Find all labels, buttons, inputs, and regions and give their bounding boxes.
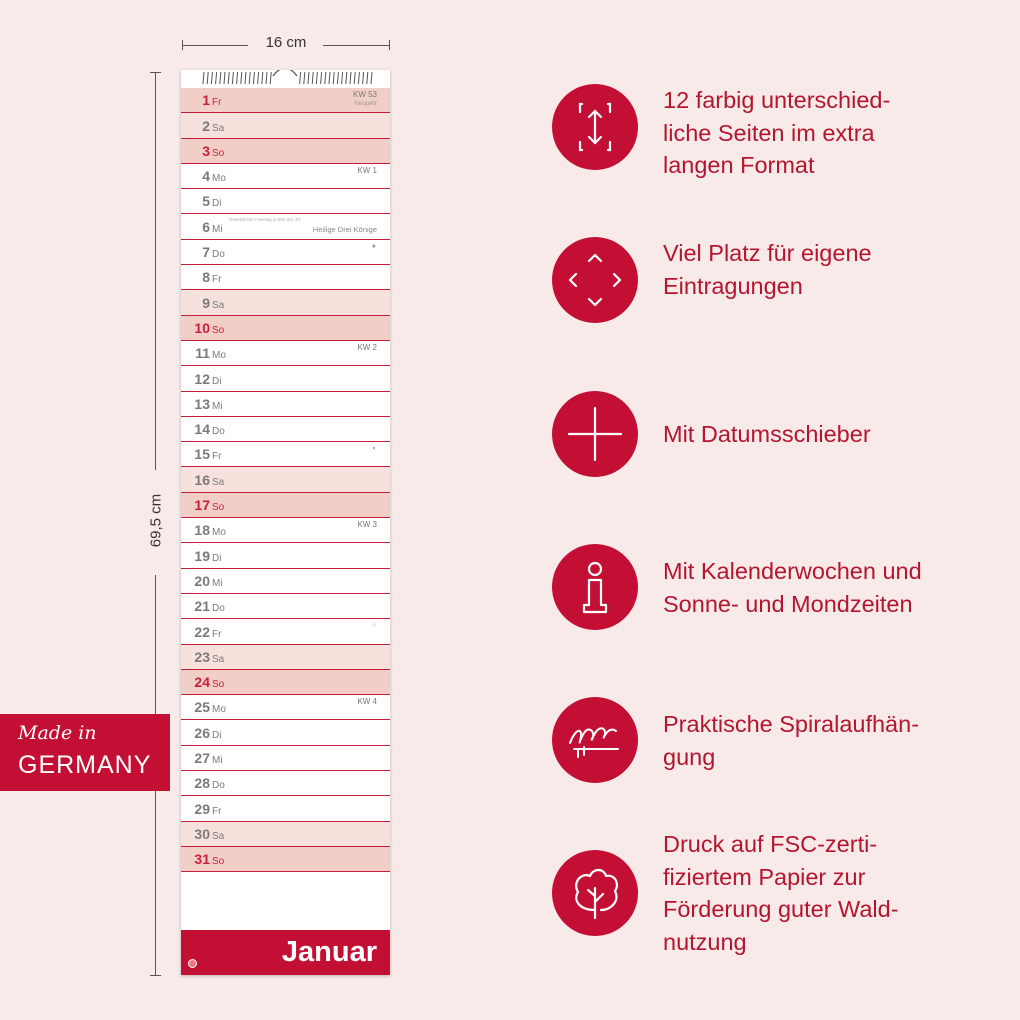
day-of-week: Mi — [212, 577, 223, 589]
day-of-week: Sa — [212, 653, 225, 665]
day-number: 9 — [202, 294, 210, 311]
calendar-week-label: KW 4 — [357, 697, 377, 707]
day-row — [181, 139, 390, 164]
plus-icon — [552, 391, 638, 477]
day-row — [181, 290, 390, 315]
feature-text — [663, 708, 919, 773]
wall-calendar — [181, 70, 390, 975]
moon-phase-icon: ○ — [371, 622, 376, 630]
day-number: 23 — [194, 648, 210, 665]
feature-text — [663, 418, 871, 451]
made-in-text: Made in — [18, 722, 97, 744]
holiday-label: Neujahr — [354, 100, 377, 107]
day-row — [181, 518, 390, 543]
country-text: GERMANY — [18, 751, 152, 779]
day-of-week: Do — [212, 780, 225, 792]
day-of-week: Mi — [212, 400, 223, 412]
spiral-icon — [552, 697, 638, 783]
moon-phase-icon: ◗ — [371, 445, 376, 453]
day-row — [181, 88, 390, 113]
day-number: 19 — [194, 547, 210, 564]
day-number: 27 — [194, 750, 210, 767]
day-row — [181, 214, 390, 239]
day-number: 3 — [202, 142, 210, 159]
feature-pages — [552, 84, 972, 178]
day-number: 21 — [194, 598, 210, 615]
day-of-week: Do — [212, 603, 225, 615]
month-footer — [181, 930, 390, 975]
feature-line: Praktische Spiralaufhän- — [663, 711, 920, 737]
day-of-week: Mi — [212, 755, 223, 767]
day-row — [181, 265, 390, 290]
day-row — [181, 442, 390, 467]
day-row — [181, 746, 390, 771]
day-number: 30 — [194, 825, 210, 842]
day-row — [181, 113, 390, 138]
day-row — [181, 392, 390, 417]
calendar-week-label: KW 1 — [357, 165, 377, 175]
day-of-week: Fr — [212, 451, 222, 463]
feature-line: langen Format — [663, 152, 815, 178]
width-label: 16 cm — [265, 34, 307, 51]
day-list — [181, 88, 390, 872]
day-number: 26 — [194, 724, 210, 741]
space-arrows-icon — [552, 237, 638, 323]
height-label: 69,5 cm — [147, 493, 165, 548]
day-number: 1 — [202, 92, 210, 109]
day-of-week: Sa — [212, 830, 225, 842]
feature-line: fiziertem Papier zur — [663, 863, 866, 890]
spiral-binding — [181, 70, 390, 88]
day-number: 10 — [194, 319, 210, 336]
day-row — [181, 417, 390, 442]
day-row — [181, 822, 390, 847]
width-dimension — [182, 34, 390, 54]
day-of-week: Di — [212, 375, 222, 387]
day-number: 25 — [194, 699, 210, 716]
feature-fsc — [552, 831, 972, 955]
brand-logo-icon — [188, 959, 197, 968]
day-of-week: Mo — [212, 527, 226, 539]
day-row — [181, 493, 390, 518]
feature-line: Sonne- und Mondzeiten — [663, 590, 913, 617]
feature-text — [663, 555, 922, 620]
day-of-week: Fr — [212, 97, 222, 109]
feature-slider — [552, 391, 972, 481]
day-of-week: Mo — [212, 173, 226, 185]
day-row — [181, 467, 390, 492]
tree-icon — [552, 850, 638, 936]
day-row — [181, 594, 390, 619]
day-row — [181, 720, 390, 745]
day-of-week: Di — [212, 729, 222, 741]
feature-line: Druck auf FSC-zerti- — [663, 831, 878, 857]
feature-line: Mit Datumsschieber — [663, 421, 871, 447]
feature-line: Förderung guter Wald- — [663, 896, 899, 922]
day-number: 16 — [194, 471, 210, 488]
day-row — [181, 619, 390, 644]
day-row — [181, 240, 390, 265]
day-number: 22 — [194, 623, 210, 640]
day-number: 5 — [202, 193, 210, 210]
day-of-week: Mo — [212, 704, 226, 716]
day-of-week: So — [212, 856, 225, 868]
day-row — [181, 189, 390, 214]
day-number: 18 — [194, 522, 210, 539]
day-number: 13 — [194, 395, 210, 412]
day-number: 7 — [202, 244, 210, 261]
day-of-week: So — [212, 679, 225, 691]
day-number: 14 — [194, 421, 210, 438]
calendar-week-label: KW 53 — [352, 90, 377, 99]
day-of-week: Di — [212, 198, 222, 210]
feature-line: liche Seiten im extra — [663, 119, 875, 146]
day-row — [181, 796, 390, 821]
day-of-week: Do — [212, 249, 225, 261]
feature-line: nutzung — [663, 928, 747, 955]
day-row — [181, 569, 390, 594]
day-row — [181, 543, 390, 568]
day-number: 20 — [194, 572, 210, 589]
feature-text — [663, 84, 890, 182]
day-number: 31 — [194, 851, 210, 868]
holiday-label: Heilige Drei Könige — [312, 225, 377, 235]
feature-space — [552, 237, 972, 327]
day-number: 11 — [195, 345, 210, 362]
feature-line: 12 farbig unterschied- — [663, 87, 891, 113]
feature-line: Eintragungen — [663, 272, 803, 299]
day-row — [181, 670, 390, 695]
day-number: 15 — [194, 446, 210, 463]
day-number: 17 — [194, 497, 210, 514]
feature-line: Mit Kalenderwochen und — [663, 558, 922, 584]
day-of-week: Fr — [212, 274, 222, 286]
day-of-week: Mo — [212, 350, 226, 362]
feature-line: gung — [663, 743, 716, 770]
made-in-germany-badge — [0, 714, 170, 791]
day-number: 6 — [202, 218, 210, 235]
feature-line: Viel Platz für eigene — [663, 240, 872, 266]
day-row — [181, 316, 390, 341]
month-name: Januar — [281, 936, 377, 968]
day-row — [181, 645, 390, 670]
day-of-week: So — [212, 324, 225, 336]
day-row — [181, 366, 390, 391]
feature-spiral — [552, 697, 972, 787]
holiday-footnote: Gesetzlicher Feiertag in BW, BY, ST — [229, 217, 301, 223]
day-row — [181, 164, 390, 189]
day-of-week: Mi — [212, 223, 223, 235]
day-row — [181, 847, 390, 872]
day-number: 24 — [194, 674, 210, 691]
day-of-week: Sa — [212, 122, 225, 134]
moon-phase-icon: ● — [371, 242, 376, 250]
day-of-week: Di — [212, 552, 222, 564]
day-number: 4 — [202, 168, 210, 185]
day-number: 12 — [194, 370, 210, 387]
day-of-week: Sa — [212, 299, 225, 311]
day-row — [181, 341, 390, 366]
day-of-week: So — [212, 502, 225, 514]
day-row — [181, 695, 390, 720]
day-of-week: Do — [212, 426, 225, 438]
day-number: 8 — [202, 269, 210, 286]
info-icon — [552, 544, 638, 630]
feature-text — [663, 237, 872, 302]
day-of-week: Fr — [212, 805, 222, 817]
day-of-week: Fr — [212, 628, 222, 640]
expand-vertical-icon — [552, 84, 638, 170]
day-of-week: So — [212, 147, 225, 159]
height-dimension — [146, 72, 166, 976]
day-of-week: Sa — [212, 476, 225, 488]
day-number: 28 — [194, 775, 210, 792]
day-number: 2 — [202, 117, 210, 134]
feature-text — [663, 828, 899, 958]
day-number: 29 — [194, 800, 210, 817]
calendar-week-label: KW 3 — [357, 520, 377, 530]
calendar-week-label: KW 2 — [357, 342, 377, 352]
feature-weeks — [552, 544, 972, 634]
day-row — [181, 771, 390, 796]
